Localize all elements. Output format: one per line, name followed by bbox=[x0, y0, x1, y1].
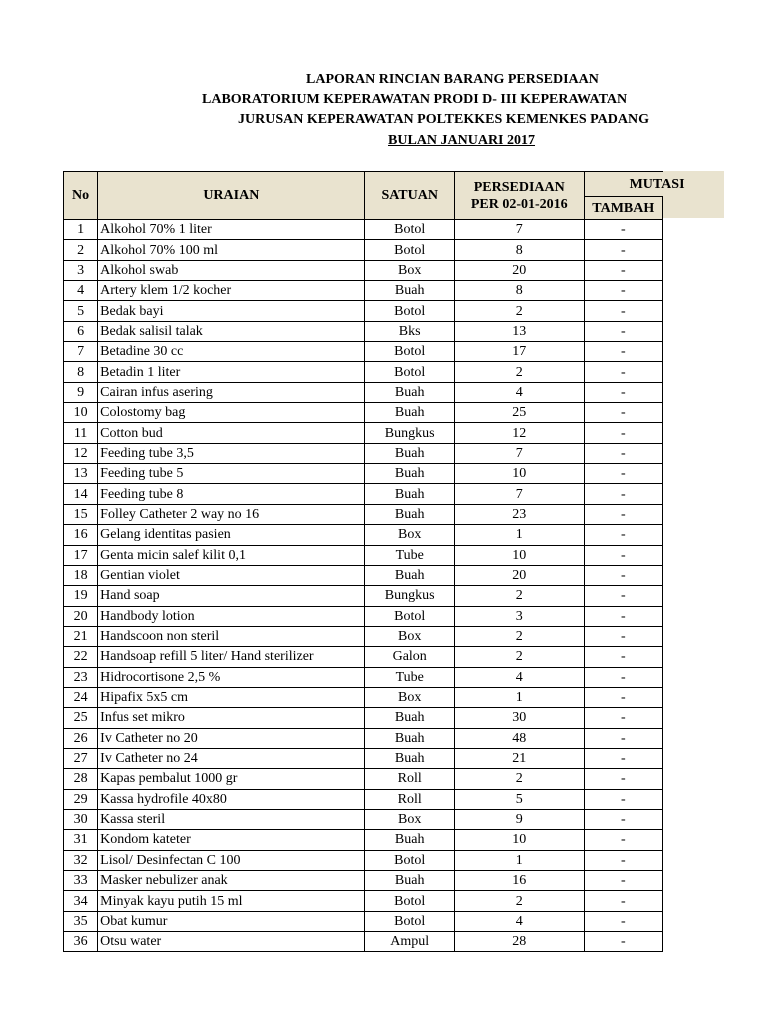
cell-uraian: Minyak kayu putih 15 ml bbox=[98, 891, 365, 911]
cell-tambah: - bbox=[584, 667, 662, 687]
cell-satuan: Buah bbox=[365, 871, 454, 891]
cell-no: 33 bbox=[64, 871, 98, 891]
cell-no: 4 bbox=[64, 281, 98, 301]
cell-persediaan: 7 bbox=[454, 443, 584, 463]
inventory-table bbox=[63, 171, 685, 952]
cell-tambah: - bbox=[584, 891, 662, 911]
table-row bbox=[64, 850, 663, 870]
cell-uraian: Kassa hydrofile 40x80 bbox=[98, 789, 365, 809]
cell-persediaan: 25 bbox=[454, 403, 584, 423]
cell-tambah: - bbox=[584, 525, 662, 545]
cell-persediaan: 2 bbox=[454, 362, 584, 382]
table-row bbox=[64, 220, 663, 240]
cell-tambah: - bbox=[584, 260, 662, 280]
cell-no: 25 bbox=[64, 708, 98, 728]
cell-satuan: Buah bbox=[365, 728, 454, 748]
cell-uraian: Otsu water bbox=[98, 932, 365, 952]
cell-tambah: - bbox=[584, 708, 662, 728]
cell-no: 20 bbox=[64, 606, 98, 626]
cell-satuan: Box bbox=[365, 626, 454, 646]
table-row bbox=[64, 606, 663, 626]
cell-persediaan: 2 bbox=[454, 301, 584, 321]
cell-satuan: Bungkus bbox=[365, 586, 454, 606]
cell-satuan: Buah bbox=[365, 403, 454, 423]
cell-uraian: Hand soap bbox=[98, 586, 365, 606]
table-row bbox=[64, 443, 663, 463]
cell-tambah: - bbox=[584, 586, 662, 606]
cell-persediaan: 10 bbox=[454, 545, 584, 565]
cell-persediaan: 28 bbox=[454, 932, 584, 952]
cell-tambah: - bbox=[584, 789, 662, 809]
cell-no: 5 bbox=[64, 301, 98, 321]
cell-uraian: Alkohol swab bbox=[98, 260, 365, 280]
cell-satuan: Buah bbox=[365, 565, 454, 585]
cell-uraian: Artery klem 1/2 kocher bbox=[98, 281, 365, 301]
cell-satuan: Box bbox=[365, 260, 454, 280]
cell-no: 19 bbox=[64, 586, 98, 606]
cell-no: 3 bbox=[64, 260, 98, 280]
cell-no: 6 bbox=[64, 321, 98, 341]
cell-satuan: Botol bbox=[365, 362, 454, 382]
cell-no: 7 bbox=[64, 342, 98, 362]
cell-tambah: - bbox=[584, 871, 662, 891]
cell-no: 9 bbox=[64, 382, 98, 402]
cell-satuan: Botol bbox=[365, 850, 454, 870]
report-period: BULAN JANUARI 2017 bbox=[388, 133, 536, 148]
cell-persediaan: 4 bbox=[454, 382, 584, 402]
cell-uraian: Feeding tube 5 bbox=[98, 464, 365, 484]
cell-uraian: Hidrocortisone 2,5 % bbox=[98, 667, 365, 687]
cell-satuan: Bks bbox=[365, 321, 454, 341]
cell-satuan: Tube bbox=[365, 545, 454, 565]
table-row bbox=[64, 891, 663, 911]
cell-satuan: Buah bbox=[365, 484, 454, 504]
table-row bbox=[64, 464, 663, 484]
cell-no: 16 bbox=[64, 525, 98, 545]
cell-uraian: Hipafix 5x5 cm bbox=[98, 687, 365, 707]
cell-satuan: Box bbox=[365, 809, 454, 829]
cell-satuan: Roll bbox=[365, 769, 454, 789]
cell-uraian: Betadine 30 cc bbox=[98, 342, 365, 362]
cell-uraian: Kassa steril bbox=[98, 809, 365, 829]
cell-tambah: - bbox=[584, 565, 662, 585]
cell-uraian: Gentian violet bbox=[98, 565, 365, 585]
header-satuan: SATUAN bbox=[365, 172, 454, 220]
cell-persediaan: 2 bbox=[454, 586, 584, 606]
cell-uraian: Obat kumur bbox=[98, 911, 365, 931]
report-title-line-1: LAPORAN RINCIAN BARANG PERSEDIAAN bbox=[306, 72, 599, 87]
table-row bbox=[64, 911, 663, 931]
cell-satuan: Botol bbox=[365, 240, 454, 260]
cell-tambah: - bbox=[584, 484, 662, 504]
report-title-line-2: LABORATORIUM KEPERAWATAN PRODI D- III KEPERAWATAN bbox=[202, 92, 628, 107]
cell-persediaan: 1 bbox=[454, 850, 584, 870]
cell-persediaan: 3 bbox=[454, 606, 584, 626]
cell-persediaan: 4 bbox=[454, 911, 584, 931]
table-row bbox=[64, 769, 663, 789]
cell-no: 17 bbox=[64, 545, 98, 565]
cell-persediaan: 2 bbox=[454, 647, 584, 667]
cell-no: 18 bbox=[64, 565, 98, 585]
cell-uraian: Betadin 1 liter bbox=[98, 362, 365, 382]
cell-satuan: Buah bbox=[365, 281, 454, 301]
cell-persediaan: 1 bbox=[454, 525, 584, 545]
cell-persediaan: 2 bbox=[454, 626, 584, 646]
header-persediaan-line-1: PERSEDIAAN bbox=[473, 179, 565, 195]
cell-tambah: - bbox=[584, 809, 662, 829]
cell-uraian: Cotton bud bbox=[98, 423, 365, 443]
cell-satuan: Buah bbox=[365, 382, 454, 402]
table-row bbox=[64, 281, 663, 301]
cell-persediaan: 30 bbox=[454, 708, 584, 728]
cell-uraian: Gelang identitas pasien bbox=[98, 525, 365, 545]
cell-tambah: - bbox=[584, 423, 662, 443]
cell-no: 12 bbox=[64, 443, 98, 463]
table-row bbox=[64, 687, 663, 707]
cell-satuan: Tube bbox=[365, 667, 454, 687]
cell-tambah: - bbox=[584, 626, 662, 646]
cell-persediaan: 16 bbox=[454, 871, 584, 891]
cell-no: 15 bbox=[64, 504, 98, 524]
table-row bbox=[64, 932, 663, 952]
cell-tambah: - bbox=[584, 911, 662, 931]
cell-uraian: Iv Catheter no 20 bbox=[98, 728, 365, 748]
cell-satuan: Botol bbox=[365, 301, 454, 321]
table-row bbox=[64, 525, 663, 545]
header-no: No bbox=[64, 172, 98, 220]
cell-no: 34 bbox=[64, 891, 98, 911]
table-row bbox=[64, 423, 663, 443]
cell-satuan: Buah bbox=[365, 504, 454, 524]
cell-tambah: - bbox=[584, 382, 662, 402]
cell-no: 2 bbox=[64, 240, 98, 260]
table-row bbox=[64, 565, 663, 585]
cell-tambah: - bbox=[584, 606, 662, 626]
cell-persediaan: 20 bbox=[454, 565, 584, 585]
cell-persediaan: 8 bbox=[454, 281, 584, 301]
cell-persediaan: 23 bbox=[454, 504, 584, 524]
cell-no: 30 bbox=[64, 809, 98, 829]
table-row bbox=[64, 382, 663, 402]
cell-no: 28 bbox=[64, 769, 98, 789]
cell-satuan: Buah bbox=[365, 443, 454, 463]
header-tambah: TAMBAH bbox=[584, 197, 662, 220]
cell-persediaan: 17 bbox=[454, 342, 584, 362]
cell-persediaan: 8 bbox=[454, 240, 584, 260]
table-row bbox=[64, 586, 663, 606]
table-row bbox=[64, 240, 663, 260]
cell-uraian: Kapas pembalut 1000 gr bbox=[98, 769, 365, 789]
table-row bbox=[64, 362, 663, 382]
cell-persediaan: 12 bbox=[454, 423, 584, 443]
cell-tambah: - bbox=[584, 687, 662, 707]
cell-persediaan: 13 bbox=[454, 321, 584, 341]
table-row bbox=[64, 809, 663, 829]
cell-no: 36 bbox=[64, 932, 98, 952]
cell-uraian: Bedak salisil talak bbox=[98, 321, 365, 341]
cell-tambah: - bbox=[584, 321, 662, 341]
cell-tambah: - bbox=[584, 403, 662, 423]
cell-persediaan: 1 bbox=[454, 687, 584, 707]
cell-persediaan: 2 bbox=[454, 769, 584, 789]
cell-uraian: Handbody lotion bbox=[98, 606, 365, 626]
cell-no: 31 bbox=[64, 830, 98, 850]
report-title-line-3: JURUSAN KEPERAWATAN POLTEKKES KEMENKES PADANG bbox=[238, 112, 649, 127]
cell-no: 8 bbox=[64, 362, 98, 382]
cell-tambah: - bbox=[584, 728, 662, 748]
cell-persediaan: 7 bbox=[454, 484, 584, 504]
cell-tambah: - bbox=[584, 240, 662, 260]
cell-uraian: Feeding tube 3,5 bbox=[98, 443, 365, 463]
table-row bbox=[64, 321, 663, 341]
cell-persediaan: 10 bbox=[454, 464, 584, 484]
table-row bbox=[64, 342, 663, 362]
cell-no: 29 bbox=[64, 789, 98, 809]
cell-tambah: - bbox=[584, 464, 662, 484]
cell-tambah: - bbox=[584, 443, 662, 463]
table-row bbox=[64, 708, 663, 728]
cell-uraian: Handsoap refill 5 liter/ Hand sterilizer bbox=[98, 647, 365, 667]
cell-tambah: - bbox=[584, 220, 662, 240]
cell-uraian: Bedak bayi bbox=[98, 301, 365, 321]
cell-uraian: Genta micin salef kilit 0,1 bbox=[98, 545, 365, 565]
cell-uraian: Masker nebulizer anak bbox=[98, 871, 365, 891]
cell-no: 13 bbox=[64, 464, 98, 484]
cell-uraian: Alkohol 70% 1 liter bbox=[98, 220, 365, 240]
cell-satuan: Buah bbox=[365, 748, 454, 768]
cell-persediaan: 48 bbox=[454, 728, 584, 748]
cell-tambah: - bbox=[584, 545, 662, 565]
cell-tambah: - bbox=[584, 830, 662, 850]
cell-tambah: - bbox=[584, 301, 662, 321]
cell-no: 26 bbox=[64, 728, 98, 748]
cell-satuan: Botol bbox=[365, 891, 454, 911]
cell-no: 35 bbox=[64, 911, 98, 931]
cell-persediaan: 9 bbox=[454, 809, 584, 829]
table-row bbox=[64, 260, 663, 280]
cell-satuan: Galon bbox=[365, 647, 454, 667]
table-row bbox=[64, 484, 663, 504]
cell-tambah: - bbox=[584, 932, 662, 952]
cell-tambah: - bbox=[584, 504, 662, 524]
cell-persediaan: 2 bbox=[454, 891, 584, 911]
cell-persediaan: 21 bbox=[454, 748, 584, 768]
header-mutasi: MUTASI bbox=[584, 172, 662, 197]
cell-tambah: - bbox=[584, 769, 662, 789]
table-row bbox=[64, 748, 663, 768]
table-row bbox=[64, 667, 663, 687]
cell-uraian: Colostomy bag bbox=[98, 403, 365, 423]
cell-satuan: Botol bbox=[365, 606, 454, 626]
cell-satuan: Bungkus bbox=[365, 423, 454, 443]
cell-satuan: Buah bbox=[365, 830, 454, 850]
cell-uraian: Iv Catheter no 24 bbox=[98, 748, 365, 768]
cell-tambah: - bbox=[584, 850, 662, 870]
cell-no: 21 bbox=[64, 626, 98, 646]
cell-no: 1 bbox=[64, 220, 98, 240]
cell-no: 10 bbox=[64, 403, 98, 423]
table-row bbox=[64, 403, 663, 423]
cell-satuan: Buah bbox=[365, 464, 454, 484]
cell-persediaan: 10 bbox=[454, 830, 584, 850]
cell-persediaan: 5 bbox=[454, 789, 584, 809]
cell-no: 22 bbox=[64, 647, 98, 667]
cell-uraian: Handscoon non steril bbox=[98, 626, 365, 646]
cell-tambah: - bbox=[584, 362, 662, 382]
table-row bbox=[64, 504, 663, 524]
cell-persediaan: 4 bbox=[454, 667, 584, 687]
table-row bbox=[64, 789, 663, 809]
table-row bbox=[64, 871, 663, 891]
table-row bbox=[64, 301, 663, 321]
cell-satuan: Roll bbox=[365, 789, 454, 809]
table-row bbox=[64, 626, 663, 646]
cell-persediaan: 7 bbox=[454, 220, 584, 240]
table-row bbox=[64, 728, 663, 748]
cell-uraian: Cairan infus asering bbox=[98, 382, 365, 402]
cell-tambah: - bbox=[584, 281, 662, 301]
table-row bbox=[64, 545, 663, 565]
cell-satuan: Botol bbox=[365, 911, 454, 931]
cell-no: 32 bbox=[64, 850, 98, 870]
table-row bbox=[64, 830, 663, 850]
cell-uraian: Folley Catheter 2 way no 16 bbox=[98, 504, 365, 524]
cell-satuan: Ampul bbox=[365, 932, 454, 952]
cell-no: 27 bbox=[64, 748, 98, 768]
header-persediaan-line-2: PER 02-01-2016 bbox=[470, 196, 568, 212]
cell-satuan: Botol bbox=[365, 220, 454, 240]
cell-uraian: Alkohol 70% 100 ml bbox=[98, 240, 365, 260]
cell-no: 11 bbox=[64, 423, 98, 443]
cell-persediaan: 20 bbox=[454, 260, 584, 280]
cell-tambah: - bbox=[584, 748, 662, 768]
cell-satuan: Box bbox=[365, 525, 454, 545]
cell-uraian: Kondom kateter bbox=[98, 830, 365, 850]
header-persediaan bbox=[454, 172, 584, 220]
cell-no: 14 bbox=[64, 484, 98, 504]
cell-uraian: Lisol/ Desinfectan C 100 bbox=[98, 850, 365, 870]
table-row bbox=[64, 647, 663, 667]
cell-satuan: Box bbox=[365, 687, 454, 707]
cell-tambah: - bbox=[584, 342, 662, 362]
cell-satuan: Botol bbox=[365, 342, 454, 362]
header-uraian: URAIAN bbox=[98, 172, 365, 220]
cell-uraian: Infus set mikro bbox=[98, 708, 365, 728]
cell-no: 23 bbox=[64, 667, 98, 687]
cell-no: 24 bbox=[64, 687, 98, 707]
cell-satuan: Buah bbox=[365, 708, 454, 728]
cell-tambah: - bbox=[584, 647, 662, 667]
cell-uraian: Feeding tube 8 bbox=[98, 484, 365, 504]
